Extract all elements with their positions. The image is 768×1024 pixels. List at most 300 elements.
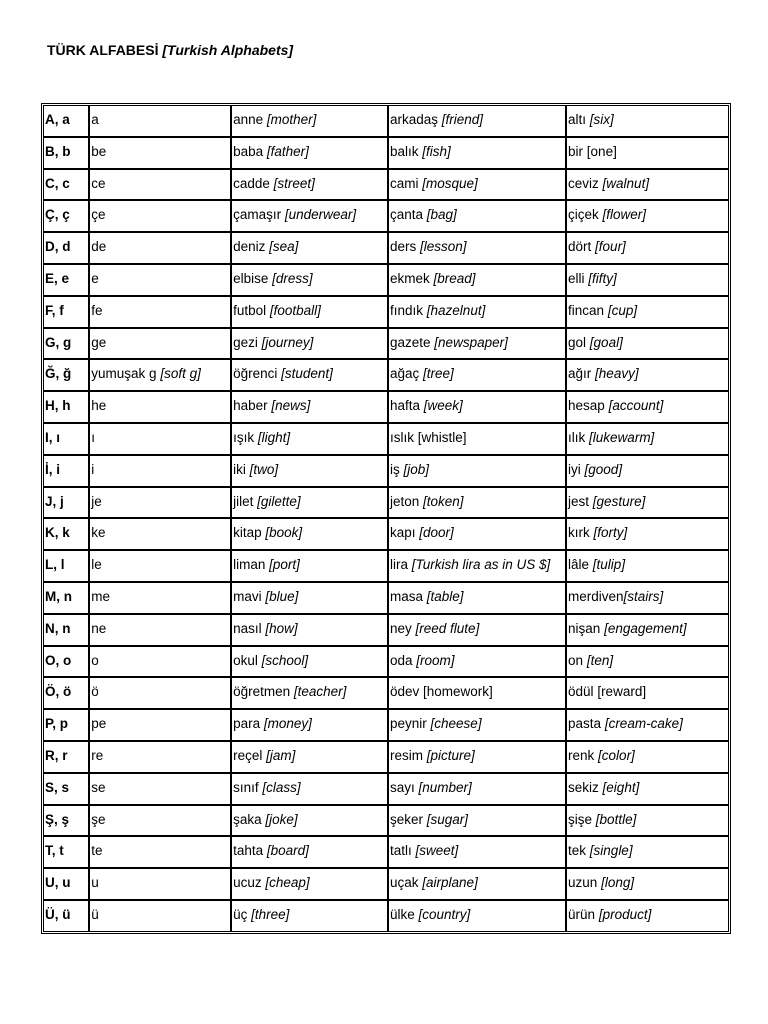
letter-name: ne xyxy=(91,620,107,636)
table-row xyxy=(43,232,729,264)
example-word-cell xyxy=(388,709,566,741)
letter-name: fe xyxy=(91,302,103,318)
example-word: ağaç xyxy=(389,366,420,382)
example-word-translation: [tulip] xyxy=(592,557,626,573)
table-row xyxy=(43,518,729,550)
table-row xyxy=(43,741,729,773)
letter-cell: E, e xyxy=(43,264,89,296)
table-row xyxy=(43,200,729,232)
letter-name-cell xyxy=(89,137,231,169)
example-word: lira xyxy=(389,557,408,573)
letter-name-cell xyxy=(89,518,231,550)
example-word: fincan xyxy=(568,302,605,318)
example-word-cell xyxy=(231,773,388,805)
example-word: hesap xyxy=(568,398,605,414)
table-row xyxy=(43,264,729,296)
letter-name-cell xyxy=(89,900,231,932)
letter-name-cell xyxy=(89,105,231,137)
example-word-translation: [bread] xyxy=(433,270,476,286)
example-word-cell xyxy=(231,391,388,423)
example-word-cell xyxy=(388,423,566,455)
example-word: haber xyxy=(233,398,268,414)
example-word-translation: [engagement] xyxy=(604,620,687,636)
example-word-cell xyxy=(388,518,566,550)
example-word-translation: [student] xyxy=(281,366,333,382)
example-word: tek xyxy=(568,843,587,859)
example-word-cell xyxy=(231,677,388,709)
table-row xyxy=(43,614,729,646)
example-word-cell xyxy=(388,328,566,360)
example-word-translation: [sweet] xyxy=(415,843,459,859)
example-word-translation: [ten] xyxy=(586,652,614,668)
example-word-translation: [number] xyxy=(418,779,472,795)
example-word: jest xyxy=(568,493,590,509)
letter-cell: B, b xyxy=(43,137,89,169)
example-word-translation: [room] xyxy=(416,652,455,668)
example-word-translation: [product] xyxy=(598,906,652,922)
example-word-translation: [airplane] xyxy=(422,875,478,891)
example-word-translation: [eight] xyxy=(602,779,640,795)
example-word-translation: [reed flute] xyxy=(415,620,480,636)
example-word-translation: [jam] xyxy=(266,747,296,763)
example-word-cell xyxy=(388,900,566,932)
table-row xyxy=(43,455,729,487)
letter-name: a xyxy=(91,112,99,127)
table-row xyxy=(43,296,729,328)
alphabet-table-body xyxy=(43,105,729,932)
example-word-cell xyxy=(231,137,388,169)
letter-name-cell xyxy=(89,836,231,868)
example-word-cell xyxy=(388,582,566,614)
example-word: kırk xyxy=(568,525,590,541)
example-word-cell xyxy=(231,264,388,296)
example-word-translation: [journey] xyxy=(261,334,314,350)
title-turkish: TÜRK ALFABESİ xyxy=(47,42,159,58)
example-word-cell xyxy=(388,296,566,328)
letter-name-cell xyxy=(89,868,231,900)
example-word: iş xyxy=(389,461,400,477)
example-word-translation: [bag] xyxy=(426,207,457,223)
example-word: uçak xyxy=(389,875,419,891)
letter-name: i xyxy=(91,461,95,477)
table-row xyxy=(43,487,729,519)
letter-cell: Ç, ç xyxy=(43,200,89,232)
example-word-translation: [how] xyxy=(265,620,298,636)
letter-name-cell xyxy=(89,582,231,614)
letter-cell: Ü, ü xyxy=(43,900,89,932)
example-word: kapı xyxy=(389,525,416,541)
example-word-cell xyxy=(388,836,566,868)
example-word-cell xyxy=(566,105,729,137)
example-word-cell xyxy=(566,359,729,391)
example-word-cell xyxy=(566,391,729,423)
letter-name: se xyxy=(91,779,106,795)
example-word-translation: [sugar] xyxy=(426,811,469,827)
example-word: masa xyxy=(389,588,423,604)
example-word-translation: [goal] xyxy=(589,334,623,350)
example-word-cell xyxy=(388,232,566,264)
example-word: peynir xyxy=(389,716,427,732)
example-word-cell xyxy=(566,455,729,487)
example-word-translation: [bottle] xyxy=(595,811,637,827)
example-word-cell xyxy=(231,741,388,773)
example-word: cami xyxy=(389,175,419,191)
table-row xyxy=(43,328,729,360)
letter-cell: D, d xyxy=(43,232,89,264)
table-row xyxy=(43,423,729,455)
letter-name: e xyxy=(91,270,99,286)
example-word-translation: [forty] xyxy=(593,525,628,541)
example-word-cell xyxy=(566,741,729,773)
letter-name-cell xyxy=(89,200,231,232)
example-word-translation: [money] xyxy=(263,716,312,732)
example-word-cell xyxy=(231,423,388,455)
example-word-cell xyxy=(566,232,729,264)
letter-name: ce xyxy=(91,175,106,191)
example-word-translation: [class] xyxy=(262,779,301,795)
example-word-translation: [cheap] xyxy=(265,875,310,891)
table-row xyxy=(43,359,729,391)
letter-name-cell xyxy=(89,709,231,741)
example-word-cell xyxy=(231,836,388,868)
letter-name: be xyxy=(91,143,107,159)
letter-name: o xyxy=(91,652,99,668)
example-word-cell xyxy=(388,741,566,773)
example-word-cell xyxy=(388,137,566,169)
example-word-translation: [walnut] xyxy=(602,175,650,191)
letter-name-cell xyxy=(89,264,231,296)
example-word-translation: [country] xyxy=(418,906,471,922)
example-word-translation: [port] xyxy=(269,557,300,573)
letter-cell: K, k xyxy=(43,518,89,550)
example-word: şaka xyxy=(233,811,262,827)
example-word-translation: [gilette] xyxy=(257,493,301,509)
example-word-cell xyxy=(566,296,729,328)
example-word-translation: [week] xyxy=(423,398,463,414)
example-word-translation: [token] xyxy=(423,493,464,509)
letter-cell: H, h xyxy=(43,391,89,423)
letter-name: ö xyxy=(91,684,99,700)
letter-name: je xyxy=(91,493,102,509)
table-row xyxy=(43,677,729,709)
example-word-translation: [three] xyxy=(251,906,290,922)
table-row xyxy=(43,169,729,201)
example-word-translation: [Turkish lira as in US $] xyxy=(411,557,551,573)
example-word: ney xyxy=(389,620,412,636)
table-row xyxy=(43,137,729,169)
letter-name: ü xyxy=(91,906,99,922)
example-word: renk xyxy=(568,747,595,763)
example-word-cell xyxy=(388,550,566,582)
example-word: ödev xyxy=(389,684,420,700)
letter-cell: Ş, ş xyxy=(43,805,89,837)
letter-cell: M, n xyxy=(43,582,89,614)
example-word-translation: [color] xyxy=(598,747,635,763)
example-word-translation: [mother] xyxy=(266,112,317,127)
example-word-translation: [cream-cake] xyxy=(604,716,683,732)
letter-name: he xyxy=(91,398,107,414)
letter-name: re xyxy=(91,747,104,763)
example-word: ıslık xyxy=(389,429,414,445)
letter-cell: U, u xyxy=(43,868,89,900)
example-word-cell xyxy=(388,359,566,391)
example-word-translation: [good] xyxy=(584,461,623,477)
table-row xyxy=(43,550,729,582)
example-word-cell xyxy=(566,582,729,614)
example-word-cell xyxy=(566,646,729,678)
example-word: çiçek xyxy=(568,207,603,223)
example-word-cell xyxy=(388,487,566,519)
table-row xyxy=(43,805,729,837)
example-word: ışık xyxy=(233,429,255,445)
example-word-cell xyxy=(231,200,388,232)
example-word-cell xyxy=(231,582,388,614)
example-word: okul xyxy=(233,652,258,668)
example-word-translation: [six] xyxy=(589,112,614,127)
table-row xyxy=(43,391,729,423)
example-word-translation: [flower] xyxy=(602,207,647,223)
example-word: anne xyxy=(233,112,264,127)
example-word: para xyxy=(233,716,261,732)
example-word: gezi xyxy=(233,334,258,350)
letter-name-cell xyxy=(89,646,231,678)
example-word-cell xyxy=(566,423,729,455)
example-word: merdiven xyxy=(568,588,624,604)
example-word: on xyxy=(568,652,584,668)
letter-name-cell xyxy=(89,232,231,264)
example-word-cell xyxy=(231,359,388,391)
example-word-cell xyxy=(388,105,566,137)
example-word-translation: [cheese] xyxy=(430,716,482,732)
example-word-translation: [book] xyxy=(265,525,303,541)
example-word-cell xyxy=(388,391,566,423)
example-word-translation: [single] xyxy=(589,843,633,859)
letter-cell: G, g xyxy=(43,328,89,360)
example-word-cell xyxy=(566,900,729,932)
example-word-cell xyxy=(231,455,388,487)
example-word: nasıl xyxy=(233,620,262,636)
example-word-cell xyxy=(231,805,388,837)
example-word-cell xyxy=(231,709,388,741)
alphabet-table-frame xyxy=(41,103,731,934)
example-word-translation: [gesture] xyxy=(592,493,646,509)
example-word-cell xyxy=(566,836,729,868)
example-word-translation: [tree] xyxy=(423,366,454,382)
letter-cell: S, s xyxy=(43,773,89,805)
example-word-translation: [father] xyxy=(266,143,309,159)
example-word-translation: [lesson] xyxy=(420,239,467,255)
example-word: lâle xyxy=(568,557,590,573)
example-word-translation: [sea] xyxy=(269,239,299,255)
letter-name-cell xyxy=(89,805,231,837)
example-word-translation: [hazelnut] xyxy=(426,302,486,318)
letter-name-cell xyxy=(89,296,231,328)
example-word: kitap xyxy=(233,525,262,541)
example-word-cell xyxy=(231,105,388,137)
example-word: balık xyxy=(389,143,419,159)
example-word-translation: [door] xyxy=(419,525,454,541)
example-word-translation: [table] xyxy=(426,588,464,604)
example-word: çamaşır xyxy=(233,207,282,223)
example-word: ödül xyxy=(568,684,594,700)
example-word-translation: [four] xyxy=(595,239,626,255)
example-word-cell xyxy=(566,487,729,519)
example-word: iyi xyxy=(568,461,581,477)
example-word: altı xyxy=(568,112,587,127)
example-word-cell xyxy=(388,677,566,709)
example-word-cell xyxy=(388,805,566,837)
letter-cell: I, ı xyxy=(43,423,89,455)
example-word-cell xyxy=(231,900,388,932)
title-english: [Turkish Alphabets] xyxy=(162,42,294,58)
example-word: öğrenci xyxy=(233,366,278,382)
example-word: ders xyxy=(389,239,417,255)
letter-name-cell xyxy=(89,741,231,773)
example-word: jilet xyxy=(233,493,254,509)
example-word-translation: [friend] xyxy=(441,112,484,127)
example-word-cell xyxy=(566,709,729,741)
letter-name-cell xyxy=(89,359,231,391)
example-word: cadde xyxy=(233,175,270,191)
example-word-translation: [news] xyxy=(271,398,311,414)
letter-cell: R, r xyxy=(43,741,89,773)
example-word-translation: [lukewarm] xyxy=(589,429,655,445)
example-word-cell xyxy=(566,137,729,169)
example-word-translation: [cup] xyxy=(607,302,638,318)
example-word-translation: [board] xyxy=(266,843,309,859)
example-word-translation: [school] xyxy=(261,652,309,668)
example-word: uzun xyxy=(568,875,598,891)
example-word: hafta xyxy=(389,398,424,414)
letter-name-cell xyxy=(89,677,231,709)
letter-cell: F, f xyxy=(43,296,89,328)
example-word: ürün xyxy=(568,906,596,922)
example-word: ceviz xyxy=(568,175,599,191)
table-row xyxy=(43,646,729,678)
example-word-translation: [one] xyxy=(586,143,617,159)
example-word-translation: [mosque] xyxy=(422,175,478,191)
letter-name: te xyxy=(91,843,103,859)
letter-cell: Ö, ö xyxy=(43,677,89,709)
example-word: dört xyxy=(568,239,592,255)
example-word-translation: [street] xyxy=(273,175,315,191)
example-word-cell xyxy=(566,868,729,900)
letter-name: u xyxy=(91,875,99,891)
example-word-translation: [newspaper] xyxy=(434,334,508,350)
example-word-translation: [teacher] xyxy=(293,684,347,700)
example-word-cell xyxy=(231,232,388,264)
example-word-cell xyxy=(388,200,566,232)
example-word-translation: [whistle] xyxy=(417,429,467,445)
example-word-cell xyxy=(231,518,388,550)
example-word-translation: [homework] xyxy=(423,684,493,700)
letter-name-cell xyxy=(89,169,231,201)
example-word: elbise xyxy=(233,270,269,286)
letter-name-cell xyxy=(89,455,231,487)
example-word-translation: [picture] xyxy=(426,747,475,763)
example-word-cell xyxy=(231,487,388,519)
table-row xyxy=(43,105,729,137)
letter-cell: C, c xyxy=(43,169,89,201)
example-word-cell xyxy=(566,550,729,582)
example-word-cell xyxy=(566,518,729,550)
example-word-translation: [light] xyxy=(257,429,291,445)
letter-name: yumuşak g xyxy=(91,366,157,382)
letter-cell: J, j xyxy=(43,487,89,519)
example-word-cell xyxy=(566,169,729,201)
example-word: liman xyxy=(233,557,266,573)
example-word-cell xyxy=(231,614,388,646)
example-word-translation: [heavy] xyxy=(595,366,639,382)
example-word: şeker xyxy=(389,811,423,827)
example-word-translation: [job] xyxy=(403,461,430,477)
example-word-translation: [long] xyxy=(601,875,635,891)
letter-name: le xyxy=(91,557,102,573)
example-word-translation: [reward] xyxy=(597,684,647,700)
example-word-cell xyxy=(388,773,566,805)
letter-name: çe xyxy=(91,207,106,223)
example-word-cell xyxy=(231,550,388,582)
example-word-translation: [dress] xyxy=(272,270,313,286)
alphabet-table xyxy=(43,105,729,932)
letter-name-translation: [soft g] xyxy=(160,366,201,382)
example-word-cell xyxy=(388,868,566,900)
example-word-cell xyxy=(566,677,729,709)
letter-name: me xyxy=(91,588,111,604)
example-word-translation: [account] xyxy=(608,398,664,414)
example-word-cell xyxy=(388,646,566,678)
example-word-cell xyxy=(231,296,388,328)
example-word-cell xyxy=(388,455,566,487)
example-word: gol xyxy=(568,334,587,350)
example-word-cell xyxy=(231,646,388,678)
table-row xyxy=(43,836,729,868)
example-word: reçel xyxy=(233,747,263,763)
letter-cell: T, t xyxy=(43,836,89,868)
example-word-translation: [joke] xyxy=(265,811,298,827)
letter-name-cell xyxy=(89,487,231,519)
letter-name: de xyxy=(91,239,107,255)
example-word-translation: [two] xyxy=(249,461,279,477)
example-word: tatlı xyxy=(389,843,412,859)
table-row xyxy=(43,868,729,900)
example-word-cell xyxy=(231,868,388,900)
letter-cell: N, n xyxy=(43,614,89,646)
page-title xyxy=(47,42,293,58)
letter-name-cell xyxy=(89,550,231,582)
example-word: iki xyxy=(233,461,246,477)
example-word-cell xyxy=(566,614,729,646)
example-word: jeton xyxy=(389,493,420,509)
example-word: oda xyxy=(389,652,413,668)
example-word: şişe xyxy=(568,811,593,827)
example-word-translation: [fifty] xyxy=(588,270,617,286)
example-word: üç xyxy=(233,906,248,922)
example-word: futbol xyxy=(233,302,267,318)
example-word: çanta xyxy=(389,207,424,223)
example-word: ekmek xyxy=(389,270,430,286)
example-word-cell xyxy=(388,264,566,296)
example-word: elli xyxy=(568,270,585,286)
letter-cell: P, p xyxy=(43,709,89,741)
example-word: bir xyxy=(568,143,584,159)
letter-name: şe xyxy=(91,811,106,827)
example-word-cell xyxy=(388,169,566,201)
letter-name: ke xyxy=(91,525,106,541)
example-word: mavi xyxy=(233,588,262,604)
letter-name: ı xyxy=(91,429,96,445)
example-word: fındık xyxy=(389,302,424,318)
